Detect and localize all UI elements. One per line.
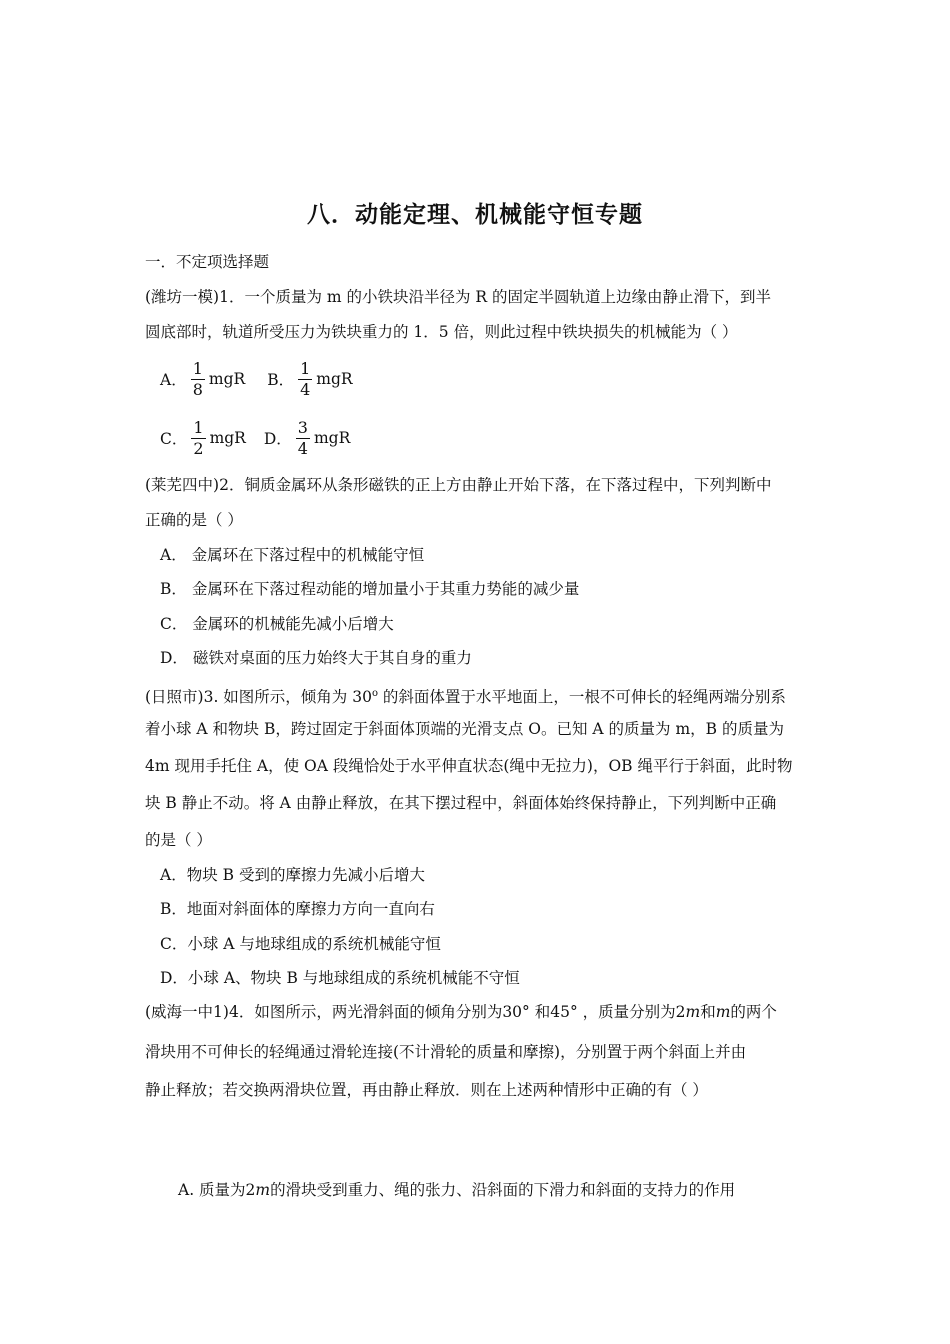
q1-text-line2: 圆底部时，轨道所受压力为铁块重力的 1．5 倍，则此过程中铁块损失的机械能为（ ）	[145, 323, 738, 341]
q2-text-line2: 正确的是（ ）	[145, 511, 243, 529]
fraction-numerator: 1	[193, 417, 204, 437]
q3-line1-start: (日照市)3. 如图所示，倾角为 30	[145, 688, 372, 707]
q4-text-line2: 滑块用不可伸长的轻绳通过滑轮连接(不计滑轮的质量和摩擦)，分别置于两个斜面上并由	[145, 1043, 747, 1061]
fraction-numerator: 3	[297, 417, 308, 437]
q3-text-line4: 块 B 静止不动。将 A 由静止释放，在其下摆过程中，斜面体始终保持静止，下列判断中正确	[145, 794, 777, 812]
page-title: 八．动能定理、机械能守恒专题	[307, 202, 643, 228]
q1-options-row1	[160, 355, 353, 403]
q4-line1-end: 的两个	[730, 1003, 777, 1021]
q3-text-line1	[145, 684, 786, 707]
q3-option-a: A．物块 B 受到的摩擦力先减小后增大	[160, 866, 425, 884]
q2-text-line1: (莱芜四中)2．铜质金属环从条形磁铁的正上方由静止开始下落，在下落过程中，下列判断中	[145, 476, 772, 494]
q3-text-line3: 4m 现用手托住 A，使 OA 段绳恰处于水平伸直状态(绳中无拉力)，OB 绳平行于斜面，此时物	[145, 757, 793, 775]
q1-option-c-label: C．	[160, 430, 188, 448]
q4-line1-start: (威海一中1)4．如图所示，两光滑斜面的倾角分别为30° 和45° ，质量分别为2	[145, 1003, 686, 1021]
q1-option-a-unit: mgR	[208, 370, 246, 388]
q1-option-c-unit: mgR	[209, 429, 246, 447]
q3-option-d: D．小球 A、物块 B 与地球组成的系统机械能不守恒	[160, 969, 520, 987]
q1-option-d-label: D．	[263, 430, 292, 448]
fraction-denominator: 4	[300, 379, 311, 399]
q4-option-a-mass: m	[255, 1181, 271, 1199]
q4-line1-mid: 和	[700, 1003, 716, 1021]
q3-option-b: B．地面对斜面体的摩擦力方向一直向右	[160, 900, 435, 918]
q3-text-line5: 的是（ ）	[145, 831, 212, 849]
q3-line1-end: 的斜面体置于水平地面上，一根不可伸长的轻绳两端分别系	[378, 688, 786, 707]
q1-option-b-unit: mgR	[316, 370, 353, 388]
fraction-denominator: 2	[193, 438, 204, 458]
fraction-denominator: 8	[192, 379, 203, 399]
q4-mass-symbol-2: m	[715, 1003, 731, 1021]
q1-option-a-label: A．	[160, 371, 187, 389]
q1-options-row2	[160, 414, 350, 462]
fraction-numerator: 1	[192, 358, 203, 378]
q1-option-d-fraction	[296, 418, 310, 459]
q2-option-a: A． 金属环在下落过程中的机械能守恒	[160, 546, 425, 564]
q1-text-line1: (潍坊一模)1．一个质量为 m 的小铁块沿半径为 R 的固定半圆轨道上边缘由静止滑下，到半	[145, 288, 772, 306]
q3-option-c: C．小球 A 与地球组成的系统机械能守恒	[160, 935, 441, 953]
q4-option-a-end: 的滑块受到重力、绳的张力、沿斜面的下滑力和斜面的支持力的作用	[270, 1181, 736, 1199]
q4-option-a-start: A. 质量为2	[178, 1181, 256, 1199]
fraction-numerator: 1	[300, 358, 311, 378]
q2-option-b: B． 金属环在下落过程动能的增加量小于其重力势能的减少量	[160, 580, 580, 598]
q2-option-d: D． 磁铁对桌面的压力始终大于其自身的重力	[160, 649, 472, 667]
fraction-denominator: 4	[297, 438, 308, 458]
q2-option-c: C． 金属环的机械能先减小后增大	[160, 615, 394, 633]
q4-text-line3: 静止释放；若交换两滑块位置，再由静止释放．则在上述两种情形中正确的有（ ）	[145, 1081, 708, 1099]
q4-text-line1	[145, 1002, 777, 1022]
q3-text-line2: 着小球 A 和物块 B，跨过固定于斜面体顶端的光滑支点 O。已知 A 的质量为 m，B 的质量为	[145, 720, 784, 738]
q1-option-d-unit: mgR	[313, 429, 351, 447]
q1-option-a-fraction	[191, 359, 205, 400]
section-heading: 一．不定项选择题	[145, 253, 270, 271]
q1-option-c-fraction	[191, 418, 205, 459]
q4-mass-symbol-1: m	[685, 1003, 701, 1021]
q1-option-b-fraction	[298, 359, 312, 400]
q4-option-a	[178, 1180, 735, 1200]
degree-mark: o	[371, 688, 378, 699]
q1-option-b-label: B．	[267, 371, 295, 389]
